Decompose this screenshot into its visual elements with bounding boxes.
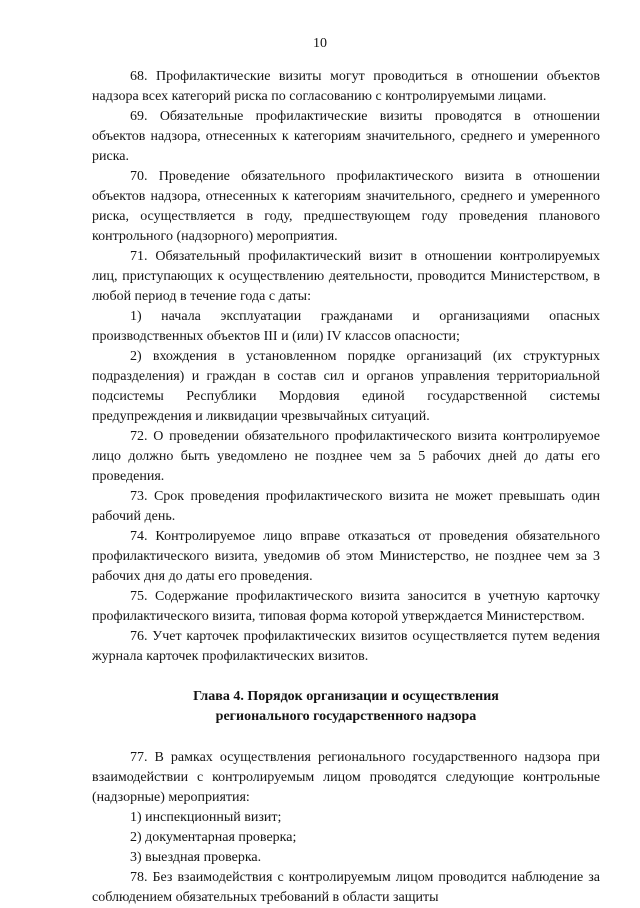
paragraph-77: 77. В рамках осуществления регионального государственного надзора при взаимодействии с контролируемым лицом проводятся следующие контрольные (надзорные) мероприятия: (92, 750, 600, 805)
paragraph-71-item-1: 1) начала эксплуатации гражданами и организациями опасных производственных объектов III и (или) IV классов опасности; (92, 309, 600, 344)
paragraph-71-item-2: 2) вхождения в установленном порядке организаций (их структурных подразделения) и граждан в состав сил и органов управления территориальной подсистемы Республики Мордовия единой государственной системы предупреждения и ликвидации чрезвычайных ситуаций. (92, 349, 600, 424)
paragraph-76: 76. Учет карточек профилактических визитов осуществляется путем ведения журнала карточек профилактических визитов. (92, 629, 600, 664)
paragraph-68: 68. Профилактические визиты могут проводиться в отношении объектов надзора всех категорий риска по согласованию с контролируемыми лицами. (92, 69, 600, 104)
chapter-heading-line-1: Глава 4. Порядок организации и осуществления (193, 689, 499, 704)
paragraph-74: 74. Контролируемое лицо вправе отказаться от проведения обязательного профилактического визита, уведомив об этом Министерство, не позднее чем за 3 рабочих дня до даты его проведения. (92, 529, 600, 584)
paragraph-77-item-3: 3) выездная проверка. (130, 850, 262, 865)
paragraph-69: 69. Обязательные профилактические визиты проводятся в отношении объектов надзора, отнесенных к категориям значительного, среднего и умеренного риска. (92, 109, 600, 164)
paragraph-70: 70. Проведение обязательного профилактического визита в отношении объектов надзора, отнесенных к категориям значительного, среднего и умеренного риска, осуществляется в году, предшествующем году проведения планового контрольного (надзорного) мероприятия. (92, 169, 600, 244)
paragraph-72: 72. О проведении обязательного профилактического визита контролируемое лицо должно быть уведомлено не позднее чем за 5 рабочих дней до даты его проведения. (92, 429, 600, 484)
paragraph-77-item-2: 2) документарная проверка; (130, 830, 297, 845)
paragraph-78: 78. Без взаимодействия с контролируемым лицом проводится наблюдение за соблюдением обязательных требований в области защиты (92, 870, 600, 905)
page-number: 10 (313, 36, 327, 51)
chapter-heading-line-2: регионального государственного надзора (215, 709, 477, 724)
chapter-heading (92, 687, 600, 727)
paragraph-75: 75. Содержание профилактического визита заносится в учетную карточку профилактического визита, типовая форма которой утверждается Министерством. (92, 589, 600, 624)
paragraph-77-item-1: 1) инспекционный визит; (130, 810, 282, 825)
paragraph-73: 73. Срок проведения профилактического визита не может превышать один рабочий день. (92, 489, 600, 524)
document-body (92, 67, 600, 908)
paragraph-71: 71. Обязательный профилактический визит в отношении контролируемых лиц, приступающих к осуществлению деятельности, проводится Министерством, в любой период в течение года с даты: (92, 249, 600, 304)
